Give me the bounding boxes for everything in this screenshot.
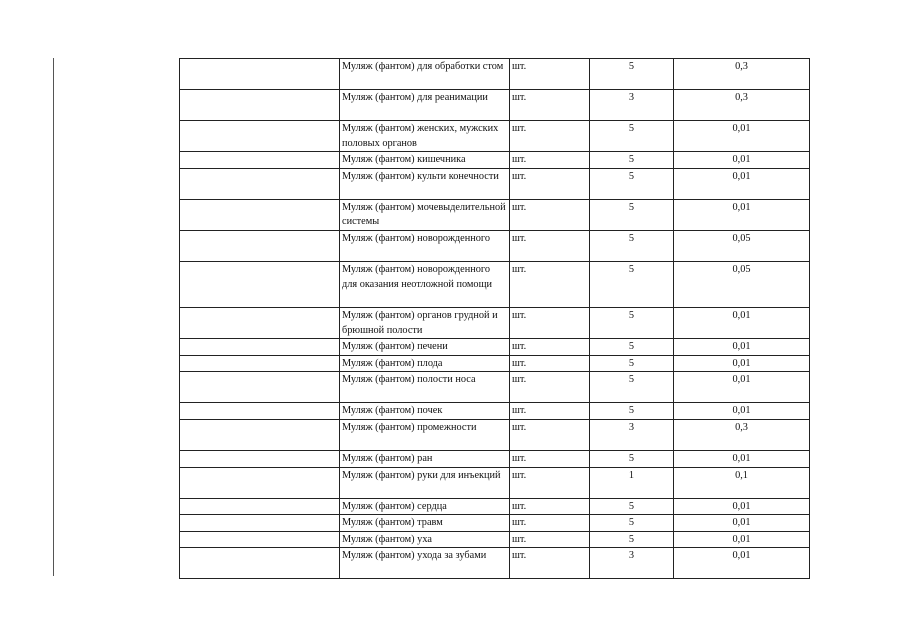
quantity-cell: 5 (590, 121, 674, 152)
row-number-cell (180, 498, 340, 515)
value-cell: 0,01 (674, 450, 810, 467)
row-number-cell (180, 531, 340, 548)
item-name-cell: Муляж (фантом) печени (340, 339, 510, 356)
quantity-cell: 5 (590, 515, 674, 532)
table-row (180, 450, 810, 467)
unit-cell: шт. (510, 450, 590, 467)
item-name-cell: Муляж (фантом) травм (340, 515, 510, 532)
table-row (180, 467, 810, 498)
value-cell: 0,01 (674, 498, 810, 515)
item-name-cell: Муляж (фантом) новорожденного (340, 230, 510, 261)
item-name-cell: Муляж (фантом) для реанимации (340, 90, 510, 121)
item-name-cell: Муляж (фантом) уха (340, 531, 510, 548)
quantity-cell: 5 (590, 498, 674, 515)
unit-cell: шт. (510, 121, 590, 152)
table-row (180, 548, 810, 579)
row-number-cell (180, 403, 340, 420)
row-number-cell (180, 261, 340, 307)
unit-cell: шт. (510, 230, 590, 261)
row-number-cell (180, 168, 340, 199)
quantity-cell: 3 (590, 90, 674, 121)
unit-cell: шт. (510, 307, 590, 338)
item-name-cell: Муляж (фантом) полости носа (340, 372, 510, 403)
value-cell: 0,3 (674, 59, 810, 90)
item-name-cell: Муляж (фантом) почек (340, 403, 510, 420)
value-cell: 0,01 (674, 372, 810, 403)
equipment-table (179, 58, 810, 579)
row-number-cell (180, 307, 340, 338)
table-row (180, 419, 810, 450)
unit-cell: шт. (510, 59, 590, 90)
item-name-cell: Муляж (фантом) руки для инъекций (340, 467, 510, 498)
value-cell: 0,01 (674, 403, 810, 420)
quantity-cell: 5 (590, 59, 674, 90)
item-name-cell: Муляж (фантом) женских, мужских половых органов (340, 121, 510, 152)
value-cell: 0,01 (674, 355, 810, 372)
row-number-cell (180, 199, 340, 230)
value-cell: 0,3 (674, 419, 810, 450)
quantity-cell: 5 (590, 531, 674, 548)
unit-cell: шт. (510, 515, 590, 532)
item-name-cell: Муляж (фантом) плода (340, 355, 510, 372)
item-name-cell: Муляж (фантом) кишечника (340, 152, 510, 169)
table-row (180, 355, 810, 372)
unit-cell: шт. (510, 339, 590, 356)
row-number-cell (180, 355, 340, 372)
value-cell: 0,01 (674, 339, 810, 356)
quantity-cell: 5 (590, 230, 674, 261)
row-number-cell (180, 230, 340, 261)
item-name-cell: Муляж (фантом) мочевыделительной системы (340, 199, 510, 230)
unit-cell: шт. (510, 403, 590, 420)
unit-cell: шт. (510, 467, 590, 498)
unit-cell: шт. (510, 90, 590, 121)
unit-cell: шт. (510, 531, 590, 548)
row-number-cell (180, 515, 340, 532)
quantity-cell: 5 (590, 261, 674, 307)
unit-cell: шт. (510, 355, 590, 372)
table-row (180, 403, 810, 420)
row-number-cell (180, 121, 340, 152)
quantity-cell: 5 (590, 403, 674, 420)
value-cell: 0,01 (674, 168, 810, 199)
quantity-cell: 5 (590, 199, 674, 230)
item-name-cell: Муляж (фантом) для обработки стом (340, 59, 510, 90)
value-cell: 0,05 (674, 261, 810, 307)
table-row (180, 372, 810, 403)
table-row (180, 498, 810, 515)
row-number-cell (180, 339, 340, 356)
quantity-cell: 5 (590, 372, 674, 403)
value-cell: 0,05 (674, 230, 810, 261)
item-name-cell: Муляж (фантом) промежности (340, 419, 510, 450)
table-row (180, 230, 810, 261)
unit-cell: шт. (510, 199, 590, 230)
value-cell: 0,01 (674, 515, 810, 532)
table-row (180, 152, 810, 169)
row-number-cell (180, 90, 340, 121)
table-row (180, 515, 810, 532)
quantity-cell: 5 (590, 307, 674, 338)
item-name-cell: Муляж (фантом) сердца (340, 498, 510, 515)
quantity-cell: 3 (590, 548, 674, 579)
quantity-cell: 5 (590, 339, 674, 356)
quantity-cell: 5 (590, 355, 674, 372)
item-name-cell: Муляж (фантом) новорожденного для оказания неотложной помощи (340, 261, 510, 307)
table-row (180, 261, 810, 307)
unit-cell: шт. (510, 261, 590, 307)
row-number-cell (180, 59, 340, 90)
table-row (180, 59, 810, 90)
unit-cell: шт. (510, 152, 590, 169)
table-row (180, 121, 810, 152)
table-body (180, 59, 810, 579)
table-row (180, 307, 810, 338)
quantity-cell: 5 (590, 152, 674, 169)
value-cell: 0,3 (674, 90, 810, 121)
item-name-cell: Муляж (фантом) ран (340, 450, 510, 467)
row-number-cell (180, 419, 340, 450)
unit-cell: шт. (510, 498, 590, 515)
table-row (180, 339, 810, 356)
unit-cell: шт. (510, 419, 590, 450)
unit-cell: шт. (510, 168, 590, 199)
value-cell: 0,01 (674, 548, 810, 579)
quantity-cell: 5 (590, 168, 674, 199)
item-name-cell: Муляж (фантом) культи конечности (340, 168, 510, 199)
item-name-cell: Муляж (фантом) органов грудной и брюшной полости (340, 307, 510, 338)
row-number-cell (180, 372, 340, 403)
row-number-cell (180, 467, 340, 498)
row-number-cell (180, 548, 340, 579)
row-number-cell (180, 450, 340, 467)
table-row (180, 90, 810, 121)
quantity-cell: 3 (590, 419, 674, 450)
value-cell: 0,01 (674, 307, 810, 338)
value-cell: 0,01 (674, 152, 810, 169)
quantity-cell: 5 (590, 450, 674, 467)
table-row (180, 531, 810, 548)
page-margin-line (53, 58, 54, 576)
quantity-cell: 1 (590, 467, 674, 498)
value-cell: 0,1 (674, 467, 810, 498)
item-name-cell: Муляж (фантом) ухода за зубами (340, 548, 510, 579)
row-number-cell (180, 152, 340, 169)
value-cell: 0,01 (674, 199, 810, 230)
table-row (180, 199, 810, 230)
value-cell: 0,01 (674, 121, 810, 152)
unit-cell: шт. (510, 548, 590, 579)
value-cell: 0,01 (674, 531, 810, 548)
unit-cell: шт. (510, 372, 590, 403)
table-row (180, 168, 810, 199)
